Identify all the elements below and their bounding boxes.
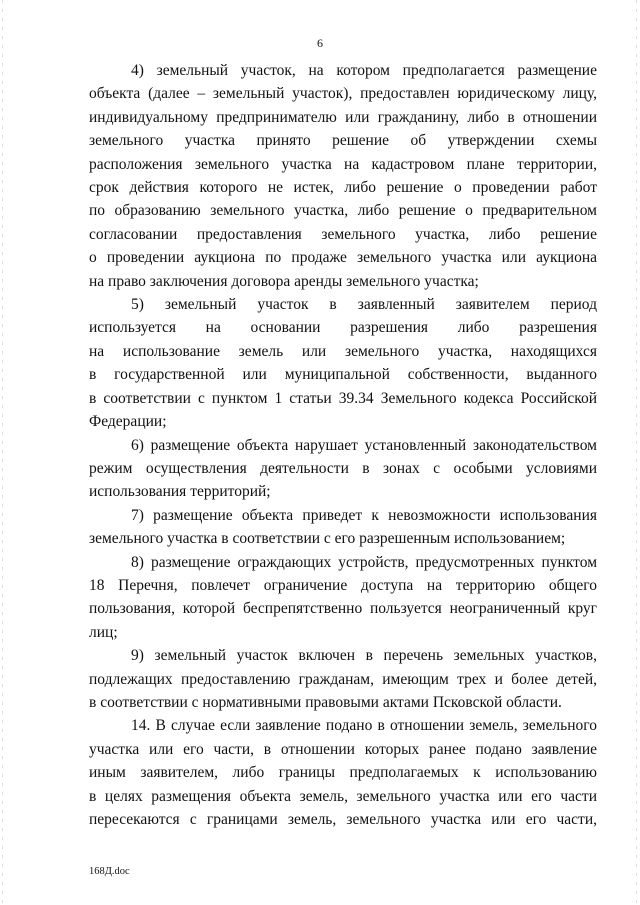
paragraph-line: в соответствии с нормативными правовыми актами Псковской области.	[89, 693, 562, 711]
document-body	[89, 59, 597, 831]
paragraph-line: использования территорий;	[89, 483, 271, 501]
paragraph-line: земельного участка принято решение об утверждении схемы	[89, 132, 597, 150]
paragraph-line: срок действия которого не истек, либо решение о проведении работ	[89, 179, 597, 197]
paragraph	[89, 504, 597, 551]
paragraph-line: Федерации;	[89, 413, 167, 431]
page-number: 6	[317, 36, 323, 50]
paragraph-line: используется на основании разрешения либо разрешения	[89, 319, 597, 337]
paragraph-line: 4) земельный участок, на котором предполагается размещение	[131, 62, 597, 79]
paragraph-line: согласовании предоставления земельного участка, либо решение	[89, 225, 597, 243]
paragraph-line: пользования, которой беспрепятственно пользуется неограниченный круг	[89, 600, 597, 618]
paragraph-line: расположения земельного участка на кадастровом плане территории,	[89, 155, 597, 173]
paragraph	[89, 714, 597, 831]
paragraph-line: иным заявителем, либо границы предполагаемых к использованию	[89, 764, 597, 782]
paragraph-line: в государственной или муниципальной собственности, выданного	[89, 366, 597, 384]
paragraph-line: 18 Перечня, повлечет ограничение доступа на территорию общего	[89, 576, 597, 594]
scan-edge-left	[2, 0, 3, 905]
paragraph-line: 7) размещение объекта приведет к невозможности использования	[131, 506, 597, 524]
paragraph-line: 14. В случае если заявление подано в отношении земель, земельного	[131, 717, 597, 735]
paragraph-line: участка или его части, в отношении которых ранее подано заявление	[89, 740, 597, 758]
paragraph-line: 6) размещение объекта нарушает установленный законодательством	[131, 436, 597, 454]
paragraph-line: 8) размещение ограждающих устройств, предусмотренных пунктом	[131, 553, 597, 571]
scan-edge-right	[636, 0, 637, 905]
paragraph	[89, 551, 597, 645]
paragraph-line: объекта (далее – земельный участок), предоставлен юридическому лицу,	[89, 85, 597, 103]
paragraph-line: в соответствии с пунктом 1 статьи 39.34 Земельного кодекса Российской	[89, 389, 597, 407]
paragraph-line: о проведении аукциона по продаже земельного участка или аукциона	[89, 249, 597, 267]
paragraph-line: лиц;	[89, 623, 118, 641]
paragraph-line: 5) земельный участок в заявленный заявителем период	[131, 296, 597, 314]
paragraph	[89, 293, 597, 433]
paragraph-line: на право заключения договора аренды земельного участка;	[89, 272, 479, 290]
paragraph	[89, 59, 597, 293]
paragraph-line: земельного участка в соответствии с его разрешенным использованием;	[89, 530, 566, 548]
paragraph	[89, 644, 597, 714]
paragraph-line: индивидуальному предпринимателю или гражданину, либо в отношении	[89, 108, 597, 126]
paragraph-line: на использование земель или земельного участка, находящихся	[89, 342, 597, 360]
paragraph-line: пересекаются с границами земель, земельного участка или его части,	[89, 811, 597, 828]
paragraph-line: подлежащих предоставлению гражданам, имеющим трех и более детей,	[89, 670, 597, 688]
paragraph-line: по образованию земельного участка, либо решение о предварительном	[89, 202, 597, 220]
paragraph-line: 9) земельный участок включен в перечень земельных участков,	[131, 647, 597, 665]
paragraph-line: режим осуществления деятельности в зонах с особыми условиями	[89, 459, 597, 477]
paragraph-line: в целях размещения объекта земель, земельного участка или его части	[89, 787, 597, 805]
paragraph	[89, 434, 597, 504]
footer-filename: 168Д.doc	[89, 866, 130, 877]
